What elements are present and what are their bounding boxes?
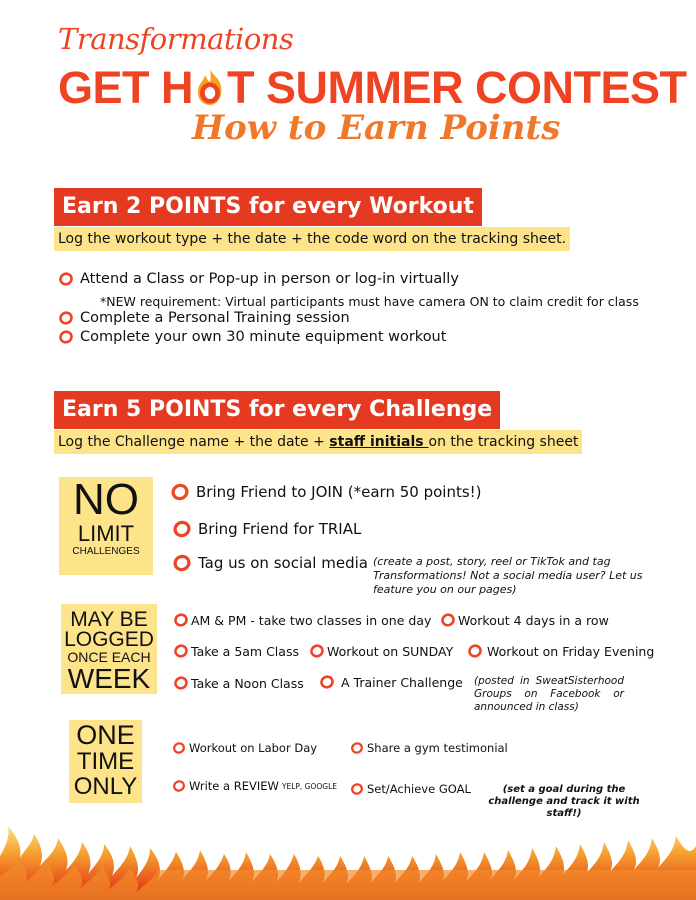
ring-icon	[172, 553, 192, 573]
challenge-points-banner: Earn 5 POINTS for every Challenge	[54, 391, 500, 429]
list-item: Set/Achieve GOAL	[350, 782, 471, 796]
list-item: Tag us on social media	[172, 553, 368, 573]
list-item: AM & PM - take two classes in one day	[173, 612, 431, 628]
ring-icon	[350, 782, 364, 796]
list-item: Bring Friend for TRIAL	[172, 519, 361, 539]
goal-note: (set a goal during the challenge and track it with staff!)	[488, 784, 640, 819]
list-item: Take a Noon Class	[173, 675, 304, 691]
ring-icon	[173, 612, 189, 628]
list-item: Attend a Class or Pop-up in person or log-in virtually	[58, 271, 459, 287]
flame-o-icon	[193, 62, 227, 114]
one-time-box: ONE TIME ONLY	[69, 720, 142, 803]
weekly-box: MAY BE LOGGED ONCE EACH WEEK	[61, 604, 157, 694]
list-item: Workout on SUNDAY	[309, 643, 453, 659]
workout-log-note: Log the workout type + the date + the code word on the tracking sheet.	[54, 227, 570, 251]
workout-points-banner: Earn 2 POINTS for every Workout	[54, 188, 482, 226]
list-item: Complete your own 30 minute equipment workout	[58, 329, 446, 345]
ring-icon	[170, 482, 190, 502]
list-item: Bring Friend to JOIN (*earn 50 points!)	[170, 482, 482, 502]
virtual-requirement-note: *NEW requirement: Virtual participants must have camera ON to claim credit for class	[100, 294, 639, 309]
ring-icon	[58, 329, 74, 345]
list-item: Workout on Friday Evening	[467, 643, 654, 659]
title-part-2: T SUMMER CONTEST	[227, 62, 687, 113]
brand-name: Transformations	[58, 22, 294, 56]
list-item: Complete a Personal Training session	[58, 310, 350, 326]
ring-icon	[58, 271, 74, 287]
list-item: Workout 4 days in a row	[440, 612, 609, 628]
page-subtitle: How to Earn Points	[192, 108, 561, 148]
list-item: Write a REVIEW YELP, GOOGLE	[172, 779, 337, 793]
title-part-1: GET H	[58, 62, 194, 113]
ring-icon	[58, 310, 74, 326]
list-item: Workout on Labor Day	[172, 741, 317, 755]
list-item: Share a gym testimonial	[350, 741, 508, 755]
ring-icon	[173, 675, 189, 691]
ring-icon	[172, 519, 192, 539]
ring-icon	[319, 674, 335, 690]
social-media-note: (create a post, story, reel or TikTok and tag Transformations! Not a social media user? Let us feature you on our pages)	[373, 555, 643, 596]
ring-icon	[173, 643, 189, 659]
flames-decoration	[0, 826, 696, 900]
ring-icon	[350, 741, 364, 755]
ring-icon	[309, 643, 325, 659]
ring-icon	[440, 612, 456, 628]
contest-title	[58, 62, 687, 114]
no-limit-box: NO LIMIT CHALLENGES	[59, 477, 153, 575]
list-item: A Trainer Challenge	[319, 674, 463, 690]
ring-icon	[172, 741, 186, 755]
ring-icon	[467, 643, 483, 659]
list-item: Take a 5am Class	[173, 643, 299, 659]
challenge-log-note: Log the Challenge name + the date + staff initials on the tracking sheet	[54, 430, 582, 454]
ring-icon	[172, 779, 186, 793]
trainer-challenge-note: (posted in SweatSisterhood Groups on Facebook or announced in class)	[474, 675, 624, 713]
